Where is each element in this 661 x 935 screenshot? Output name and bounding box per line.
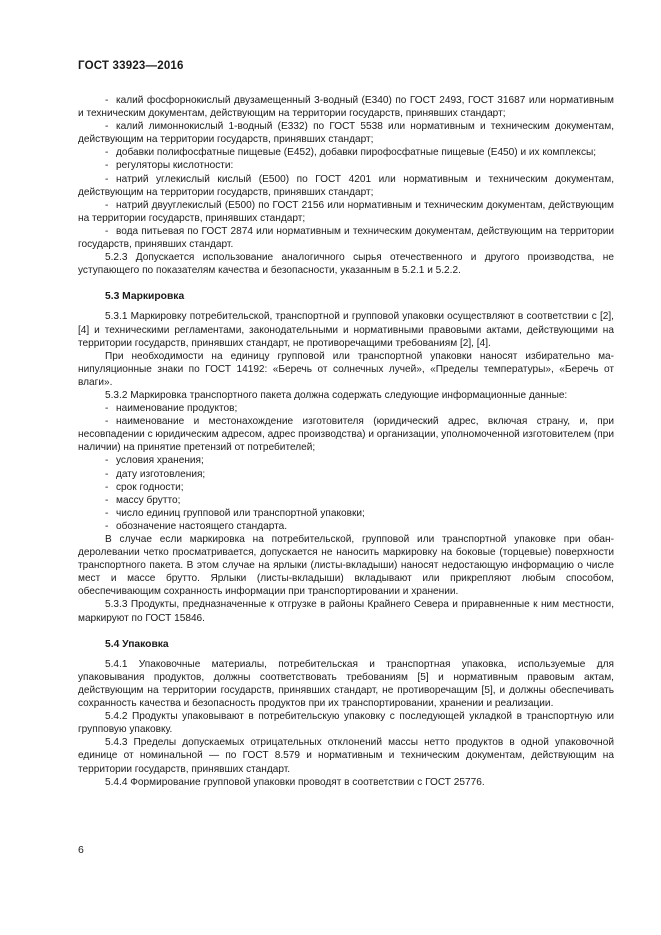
document-header: ГОСТ 33923—2016 [78, 60, 184, 72]
list-item [78, 520, 614, 533]
list-dash: - [105, 416, 109, 428]
paragraph: При необходимости на единицу групповой или транспортной упаковки наносят избирательно манипуляционные знаки по ГОСТ 14192: «Беречь от солнечных лучей», «Пределы температуры», «Беречь от влаги». [78, 350, 614, 388]
list-item-text: натрий углекислый кислый (Е500) по ГОСТ 4201 или нормативным и техническим документам, действующим на территории государств, принявших стандарт; [78, 173, 614, 198]
list-dash: - [105, 481, 109, 493]
paragraph: 5.3.2 Маркировка транспортного пакета должна содержать следующие информационные данные: [105, 389, 568, 401]
list-item-text: вода питьевая по ГОСТ 2874 или нормативным и техническим документам, действующим на территории государств, принявших стандарт. [78, 225, 614, 251]
paragraph: 5.4.1 Упаковочные материалы, потребительская и транспортная упаковка, используемые для упаковывания продуктов, должны соответствовать требованиям [5] и нормативным правовым актам, действующим на территории государств, принявших стандарт, не противоречащим [5], и должны обеспечивать сохранность качества и безопасность продуктов при их транспортировании, хранении и реализации. [78, 658, 614, 710]
list-item-text: добавки полифосфатные пищевые (Е452), добавки пирофосфатные пищевые (Е450) и их комплексы; [116, 147, 597, 159]
section-spacer [78, 625, 614, 638]
list-item [78, 454, 614, 467]
list-item-text: дату изготовления; [116, 468, 206, 480]
paragraph: 5.2.3 Допускается использование аналогичного сырья отечественного и другого производства, не уступающего по показателям качества и безопасности, указанным в 5.2.1 и 5.2.2. [78, 252, 614, 277]
list-item-text: условия хранения; [116, 455, 204, 467]
list-item [78, 494, 614, 507]
paragraph: В случае если маркировка на потребительской, групповой или транспортной упаковке при обандеролевании четко просматривается, допускается не наносить маркировку на боковые (торцевые) поверхности транспортного пакета. В этом случае на ярлыки (листы-вкладыши) наносят недостающую информацию о числе мест и массе брутто. Ярлыки (листы-вкладыши) вкладывают или прикрепляют любым способом, обеспечивающим сохранность информации при транспортировании и хранении. [78, 534, 614, 598]
list-item [78, 481, 614, 494]
list-item-text: натрий двууглекислый (Е500) по ГОСТ 2156 или нормативным и техническим документам, действующим на территории государств, принявших стандарт; [78, 199, 614, 224]
paragraph: 5.3.3 Продукты, предназначенные к отгрузке в районы Крайнего Севера и приравненные к ним местности, маркируют по ГОСТ 15846. [78, 599, 614, 624]
paragraph: 5.3.1 Маркировку потребительской, транспортной и групповой упаковки осуществляют в соответствии с [2], [4] и техническими регламентами, законодательными и нормативными правовыми актами, действующими на территории государств, принявших стандарт, не противоречащими требованиям [2], [4]. [78, 311, 614, 349]
list-item [78, 146, 614, 159]
list-item [78, 415, 614, 454]
list-item [78, 120, 614, 146]
list-dash: - [105, 225, 109, 237]
section-spacer [78, 651, 614, 658]
list-dash: - [105, 455, 109, 467]
paragraph: 5.4.2 Продукты упаковывают в потребительскую упаковку с последующей укладкой в транспортную или групповую упаковку. [78, 711, 614, 736]
section-spacer [78, 303, 614, 310]
page-number: 6 [78, 844, 84, 856]
list-dash: - [105, 468, 109, 480]
list-item [78, 94, 614, 120]
section-heading: 5.4 Упаковка [105, 638, 169, 650]
list-item-text: срок годности; [116, 481, 184, 493]
paragraph: 5.4.4 Формирование групповой упаковки проводят в соответствии с ГОСТ 25776. [105, 776, 485, 788]
list-item-text: наименование продуктов; [116, 403, 238, 415]
list-item [78, 199, 614, 225]
list-item [78, 402, 614, 415]
list-dash: - [105, 121, 109, 133]
list-dash: - [105, 494, 109, 506]
list-dash: - [105, 199, 109, 211]
list-item-text: массу брутто; [116, 494, 181, 506]
list-dash: - [105, 520, 109, 532]
list-item [78, 225, 614, 251]
list-item-text: калий фосфорнокислый двузамещенный 3-водный (Е340) по ГОСТ 2493, ГОСТ 31687 или нормативным и техническим документам, действующим на территории государств, принявших стандарт; [78, 95, 614, 120]
section-heading: 5.3 Маркировка [105, 291, 185, 303]
list-dash: - [105, 147, 109, 159]
list-item-text: калий лимоннокислый 1-водный (Е332) по ГОСТ 5538 или нормативным и техническим документам, действующим на территории государств, принявших стандарт; [78, 121, 614, 146]
list-dash: - [105, 173, 109, 185]
list-dash: - [105, 507, 109, 519]
paragraph: 5.4.3 Пределы допускаемых отрицательных отклонений массы нетто продуктов в одной упаковочной единице от номинальной — по ГОСТ 8.579 и нормативным и техническим документам, действующим на территории государств, принявших стандарт. [78, 737, 614, 775]
list-dash: - [105, 403, 109, 415]
list-item [78, 468, 614, 481]
list-dash: - [105, 160, 109, 172]
list-item-text: регуляторы кислотности: [116, 160, 234, 172]
section-spacer [78, 277, 614, 290]
list-item [78, 173, 614, 199]
list-item [78, 159, 614, 172]
list-item-text: наименование и местонахождение изготовителя (юридический адрес, включая страну, и, при несовпадении с юридическим адресом, адрес производства) и организации, уполномоченной изготовителем (при наличии) на принятие претензий от потребителей; [78, 416, 614, 454]
list-item-text: обозначение настоящего стандарта. [116, 520, 288, 532]
list-item-text: число единиц групповой или транспортной упаковки; [116, 507, 365, 519]
document-body [78, 94, 614, 789]
list-dash: - [105, 95, 109, 106]
list-item [78, 507, 614, 520]
